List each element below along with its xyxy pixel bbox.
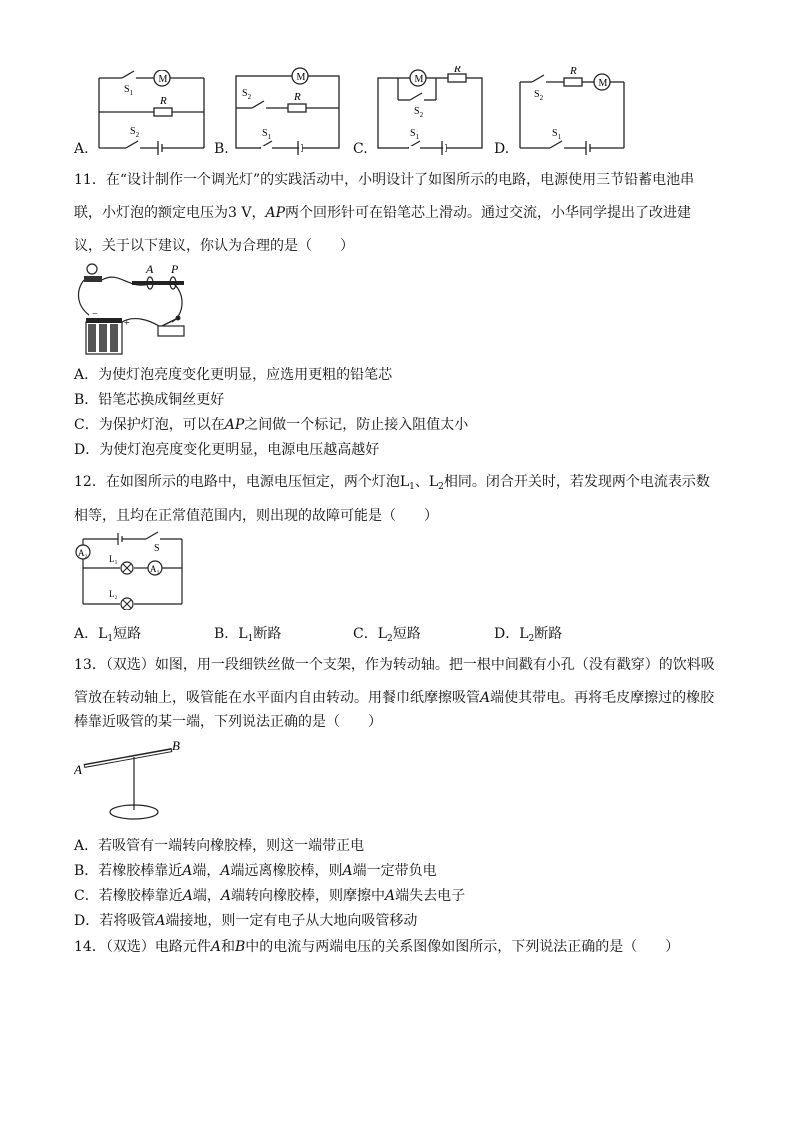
q12-option-d: D．$L_2$断路 [494, 626, 563, 644]
end-b-label: B [172, 738, 180, 753]
q12-option-c: C．$L_2$短路 [353, 626, 421, 644]
motor-symbol: M [296, 72, 306, 83]
resistor-label: R [570, 66, 577, 77]
resistor-label: R [294, 91, 301, 103]
q10-circuit-d [496, 66, 636, 156]
q10-circuit-b [214, 66, 354, 156]
q12-option-a: A．$L_1$短路 [74, 626, 142, 644]
motor-symbol: M [158, 74, 168, 85]
lamp-l2-icon [121, 598, 133, 610]
q13-stem-line2: 管放在转动轴上，吸管能在水平面内自由转动。用餐巾纸摩擦吸管A端使其带电。再将毛皮摩擦过的橡胶 [74, 690, 715, 706]
switch-label: $S_1$ [262, 128, 272, 141]
plus-terminal-label: + [124, 318, 130, 329]
q13-straw-figure [74, 738, 194, 828]
q13-option-c: C．若橡胶棒靠近A端，A端转向橡胶棒，则摩擦中A端失去电子 [74, 888, 466, 904]
ammeter-a2-label: A₂ [78, 548, 88, 558]
q10-circuit-a [74, 70, 214, 160]
q11-option-d: D．为使灯泡亮度变化更明显，电源电压越高越好 [74, 442, 380, 458]
bulb-icon [87, 264, 97, 274]
clip-a-label: A [146, 262, 154, 276]
minus-terminal-label: − [92, 309, 98, 320]
switch-s-label: S [154, 543, 160, 554]
ammeter-a1-label: A₁ [150, 564, 160, 574]
q12-stem-line2: 相等，且均在正常值范围内，则出现的故障可能是（ ） [74, 508, 438, 524]
switch-label: $S_1$ [124, 84, 134, 97]
q10-option-d-label: D. [494, 141, 510, 157]
knife-switch-icon [158, 316, 184, 337]
end-a-label: A [74, 762, 82, 777]
q11-option-a: A．为使灯泡亮度变化更明显，应选用更粗的铅笔芯 [74, 367, 393, 383]
lamp-l1-label: L₁ [109, 554, 118, 564]
q13-option-d: D．若将吸管A端接地，则一定有电子从大地向吸管移动 [74, 913, 418, 929]
switch-label: $S_1$ [410, 128, 420, 141]
q13-option-a: A．若吸管有一端转向橡胶棒，则这一端带正电 [74, 838, 365, 854]
q12-option-b: B．$L_1$断路 [214, 626, 282, 644]
motor-symbol: M [598, 78, 608, 89]
switch-label: $S_1$ [552, 128, 562, 141]
lamp-l1-icon [121, 562, 133, 574]
q11-dimmer-figure [74, 260, 194, 360]
q11-option-b: B．铅笔芯换成铜丝更好 [74, 392, 225, 408]
switch-label: $S_2$ [242, 88, 252, 101]
q12-circuit-figure [74, 530, 194, 610]
battery-pack-icon [86, 318, 122, 354]
resistor-label: R [160, 95, 167, 107]
q14-stem: 14．（双选）电路元件A和B中的电流与两端电压的关系图像如图所示，下列说法正确的是（ ） [74, 939, 680, 955]
q11-option-c: C．为保护灯泡，可以在AP之间做一个标记，防止接入阻值太小 [74, 417, 469, 433]
q10-option-a-label: A. [74, 141, 89, 157]
switch-label: $S_2$ [534, 89, 544, 102]
resistor-label: R [454, 66, 461, 75]
q13-stem-line1: 13．（双选）如图，用一段细铁丝做一个支架，作为转动轴。把一根中间戳有小孔（没有戳穿）的饮料吸 [74, 657, 715, 673]
q13-option-b: B．若橡胶棒靠近A端，A端远离橡胶棒，则A端一定带负电 [74, 863, 437, 879]
q11-stem-line2: 联，小灯泡的额定电压为3 V，AP两个回形针可在铅笔芯上滑动。通过交流，小华同学提出了改进建 [74, 205, 691, 221]
switch-label: $S_2$ [130, 126, 140, 139]
lamp-l2-label: L₂ [109, 589, 118, 599]
q11-stem-line3: 议，关于以下建议，你认为合理的是（ ） [74, 238, 354, 254]
q10-option-c-label: C. [353, 141, 368, 157]
motor-symbol: M [414, 74, 424, 85]
q11-stem-line1: 11．在“设计制作一个调光灯”的实践活动中，小明设计了如图所示的电路，电源使用三节铅蓄电池串 [74, 172, 695, 188]
switch-label: $S_2$ [414, 106, 424, 119]
q10-option-b-label: B. [214, 141, 229, 157]
q12-stem-line1: 12．在如图所示的电路中，电源电压恒定，两个灯泡$L_1$、$L_2$相同。闭合开关时，若发现两个电流表示数 [74, 474, 710, 492]
q13-stem-line3: 棒靠近吸管的某一端，下列说法正确的是（ ） [74, 714, 382, 730]
clip-p-label: P [171, 262, 179, 276]
q10-circuit-c [356, 66, 496, 156]
